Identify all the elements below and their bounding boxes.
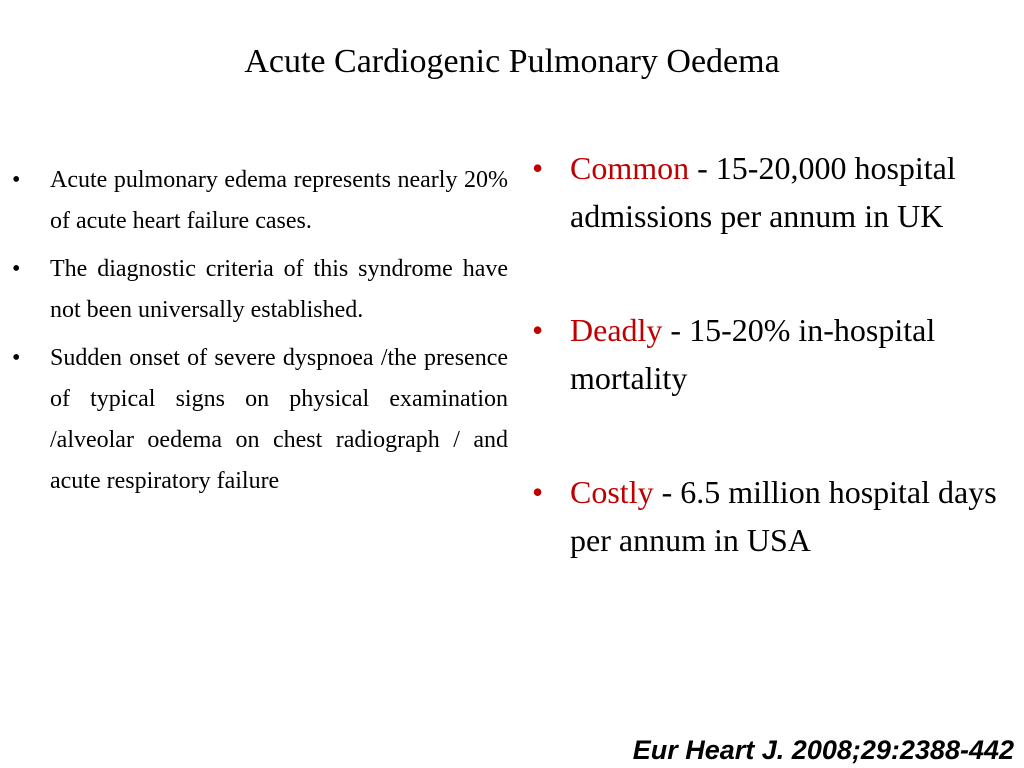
keyword-costly: Costly (570, 474, 654, 510)
keyword-common: Common (570, 150, 690, 186)
right-bullet-text: - 15-20% in-hospital mortality (570, 312, 936, 396)
citation: Eur Heart J. 2008;29:2388-442 (632, 735, 1014, 765)
left-bullet-text: Sudden onset of severe dyspnoea /the presence of typical signs on physical examination /alveolar oedema on chest radiograph / and acute respiratory failure (50, 345, 508, 494)
right-bullet-list (532, 144, 1002, 630)
bullet-icon: • (12, 345, 21, 371)
left-bullet-item (12, 249, 508, 331)
left-bullet-item (12, 160, 508, 242)
left-bullet-text: Acute pulmonary edema represents nearly 20% of acute heart failure cases. (50, 167, 508, 234)
right-bullet-item-common (532, 144, 1002, 240)
slide-title: Acute Cardiogenic Pulmonary Oedema (244, 43, 780, 80)
bullet-icon: • (532, 312, 544, 348)
bullet-icon: • (12, 167, 21, 193)
right-bullet-item-deadly (532, 306, 1002, 402)
bullet-icon: • (532, 474, 544, 510)
left-bullet-item (12, 338, 508, 502)
bullet-icon: • (12, 256, 21, 282)
left-bullet-text: The diagnostic criteria of this syndrome have not been universally established. (50, 256, 508, 323)
right-bullet-item-costly (532, 468, 1002, 564)
keyword-deadly: Deadly (570, 312, 663, 348)
left-bullet-list (12, 160, 508, 509)
right-bullet-text: - 6.5 million hospital days per annum in USA (570, 474, 997, 558)
right-bullet-text: - 15-20,000 hospital admissions per annum in UK (570, 150, 956, 234)
bullet-icon: • (532, 150, 544, 186)
